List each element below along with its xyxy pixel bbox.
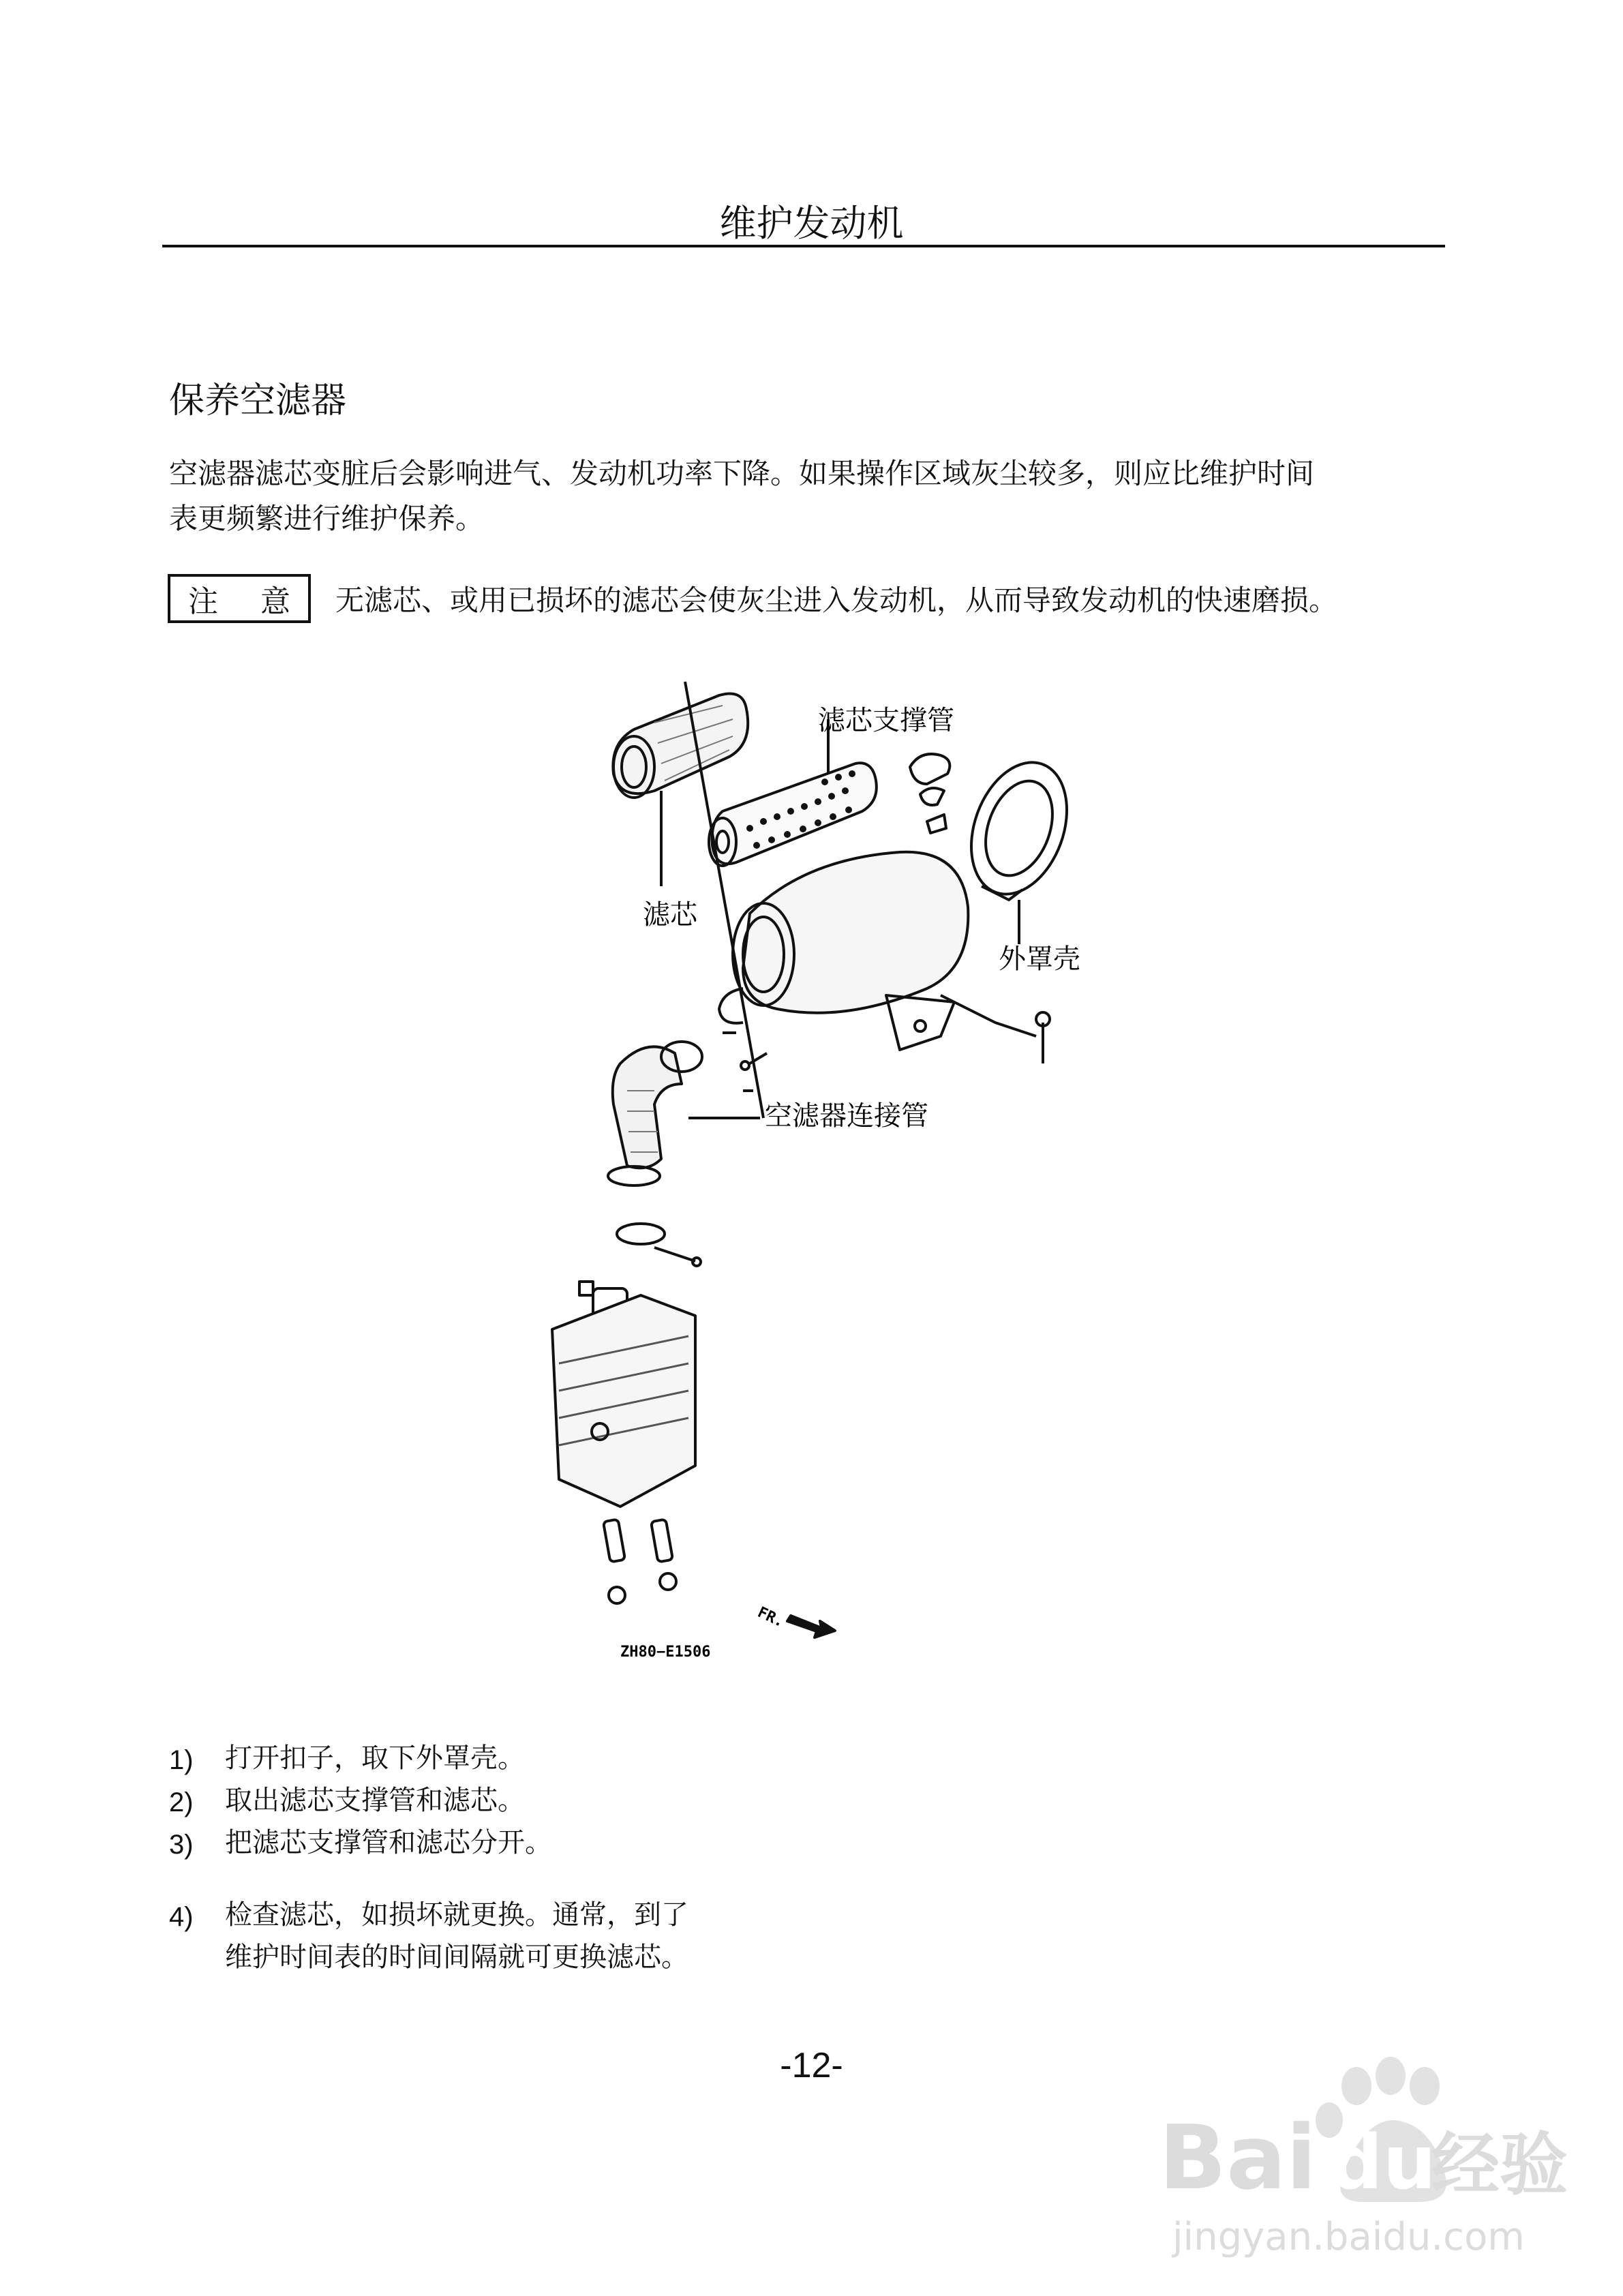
step-text: 检查滤芯，如损坏就更换。通常，到了	[225, 1899, 688, 1931]
clip-drawing	[910, 754, 950, 833]
intro-paragraph	[169, 451, 1451, 541]
baidu-logo	[1159, 2045, 1595, 2277]
front-direction-arrow	[787, 1616, 835, 1637]
watermark-suffix: 经验	[1431, 2125, 1568, 2205]
label-filter: 滤芯	[643, 899, 697, 931]
air-filter-illustration	[518, 682, 1080, 1677]
step-number: 2)	[169, 1787, 194, 1817]
air-filter-diagram	[518, 682, 1080, 1677]
watermark-brand: Bai	[1159, 2106, 1317, 2209]
intro-line-1: 空滤器滤芯变脏后会影响进气、发动机功率下降。如果操作区域灰尘较多，则应比维护时间	[169, 457, 1315, 490]
step-number: 1)	[169, 1745, 194, 1775]
step-text-continued: 维护时间表的时间间隔就可更换滤芯。	[225, 1942, 688, 1973]
step-text: 把滤芯支撑管和滤芯分开。	[225, 1827, 552, 1858]
page-number: -12-	[780, 2046, 843, 2085]
baidu-watermark	[1159, 2045, 1595, 2277]
section-title: 保养空滤器	[169, 380, 347, 421]
outer-cover-drawing	[954, 749, 1084, 944]
header-divider	[162, 245, 1445, 247]
step-text: 打开扣子，取下外罩壳。	[225, 1742, 525, 1774]
step-text: 取出滤芯支撑管和滤芯。	[225, 1785, 525, 1816]
figure-code: ZH80−E1506	[620, 1644, 711, 1661]
watermark-brand-paw: du	[1329, 2119, 1437, 2206]
intake-body-drawing	[552, 1282, 695, 1507]
label-outer-cover: 外罩壳	[999, 943, 1080, 975]
watermark-url: jingyan.baidu.com	[1172, 2215, 1525, 2259]
caution-text: 无滤芯、或用已损坏的滤芯会使灰尘进入发动机，从而导致发动机的快速磨损。	[335, 584, 1338, 617]
label-connector: 空滤器连接管	[765, 1100, 928, 1132]
bolts-drawing	[603, 1520, 676, 1603]
label-fr: FR.	[755, 1603, 787, 1631]
intro-line-2: 表更频繁进行维护保养。	[169, 502, 485, 535]
caution-label: 注 意	[168, 574, 311, 623]
label-support-tube: 滤芯支撑管	[818, 705, 954, 736]
step-number: 4)	[169, 1902, 194, 1932]
page-header-title: 维护发动机	[719, 202, 904, 245]
step-number: 3)	[169, 1830, 194, 1860]
